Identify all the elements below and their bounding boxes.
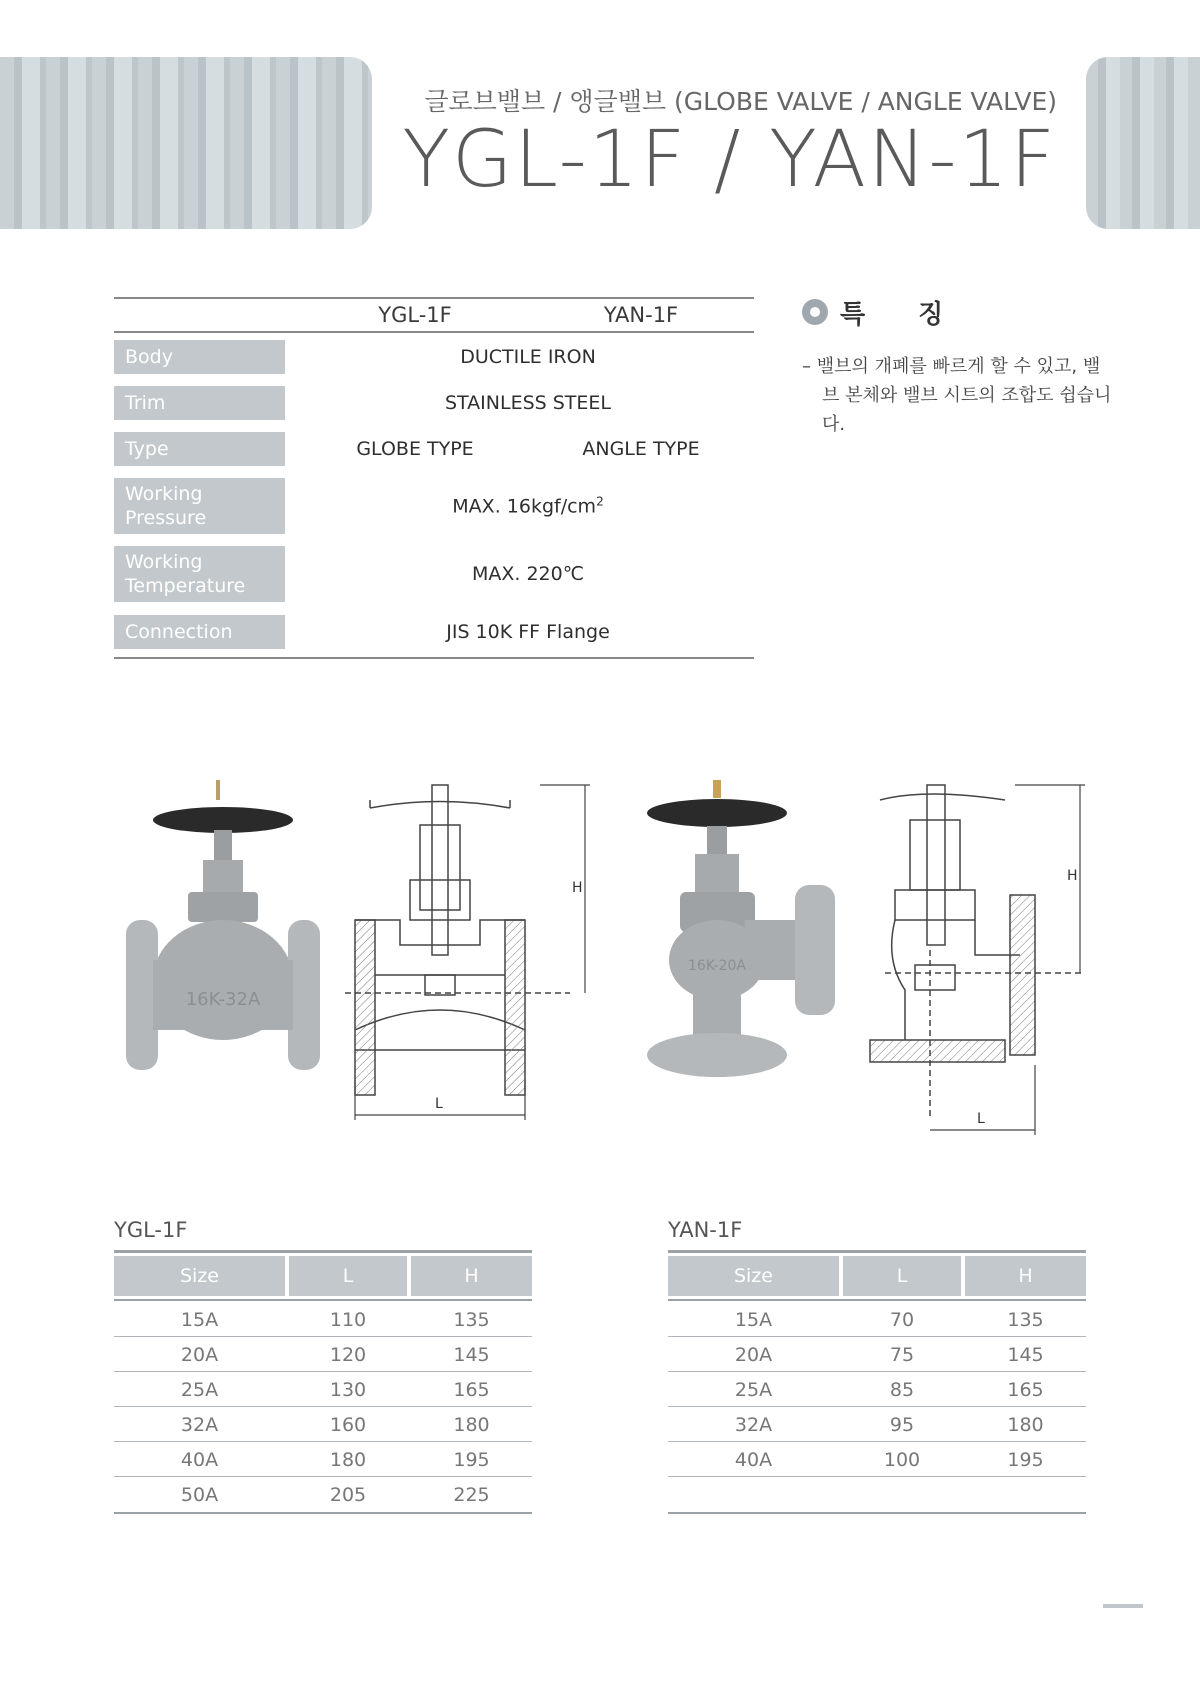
yan-cell-size: 32A bbox=[734, 1414, 773, 1436]
table-row bbox=[114, 1476, 532, 1511]
table-row bbox=[668, 1371, 1086, 1407]
ygl-header-size: Size bbox=[114, 1256, 285, 1296]
ygl-header-l: L bbox=[289, 1256, 407, 1296]
globe-handwheel bbox=[153, 807, 293, 833]
table-row bbox=[114, 1441, 532, 1477]
ygl-cell-h: 165 bbox=[453, 1379, 490, 1401]
yan-cell-l: 95 bbox=[889, 1414, 915, 1436]
yan-cell-size: 20A bbox=[734, 1344, 773, 1366]
ygl-cell-l: 180 bbox=[329, 1449, 367, 1471]
table-row bbox=[668, 1336, 1086, 1372]
spec-value-angle-type: ANGLE TYPE bbox=[582, 438, 700, 460]
angle-l-label: L bbox=[977, 1111, 985, 1127]
angle-handwheel bbox=[647, 799, 787, 827]
yan-cell-h: 135 bbox=[1007, 1309, 1044, 1331]
ygl-cell-size: 50A bbox=[180, 1484, 219, 1506]
ygl-cell-l: 120 bbox=[329, 1344, 367, 1366]
table-row bbox=[114, 1406, 532, 1442]
header-stripe-right bbox=[1086, 57, 1200, 229]
globe-valve-photo bbox=[118, 780, 328, 1080]
ygl-cell-h: 135 bbox=[453, 1309, 490, 1331]
spec-head-line bbox=[114, 331, 754, 333]
ygl-cell-h: 145 bbox=[453, 1344, 490, 1366]
yan-header-h: H bbox=[965, 1256, 1086, 1296]
table-row bbox=[114, 1371, 532, 1407]
spec-value-temperature: MAX. 220℃ bbox=[471, 563, 585, 585]
spec-label-body: Body bbox=[114, 340, 285, 374]
ygl-cell-l: 205 bbox=[329, 1484, 367, 1506]
spec-label-pressure-line1: Working bbox=[125, 483, 203, 505]
ygl-cell-l: 130 bbox=[329, 1379, 367, 1401]
spec-label-temperature bbox=[114, 546, 285, 602]
yan-cell-size: 25A bbox=[734, 1379, 773, 1401]
yan-cell-l: 100 bbox=[883, 1449, 921, 1471]
globe-body-marking: 16K-32A bbox=[185, 989, 261, 1010]
ygl-cell-l: 160 bbox=[329, 1414, 367, 1436]
ygl-cell-size: 20A bbox=[180, 1344, 219, 1366]
yan-header-size: Size bbox=[668, 1256, 839, 1296]
spec-label-pressure bbox=[114, 478, 285, 534]
ygl-table-top-line bbox=[114, 1250, 532, 1253]
ygl-cell-l: 110 bbox=[329, 1309, 367, 1331]
ygl-cell-h: 225 bbox=[453, 1484, 490, 1506]
table-row bbox=[114, 1336, 532, 1372]
features-text: – 밸브의 개폐를 빠르게 할 수 있고, 밸브 본체와 밸브 시트의 조합도 쉽습니다. bbox=[802, 356, 1112, 435]
spec-label-pressure-line2: Pressure bbox=[125, 507, 207, 529]
angle-valve-photo bbox=[645, 780, 845, 1080]
spec-value-globe-type: GLOBE TYPE bbox=[356, 438, 474, 460]
page-subtitle: 글로브밸브 / 앵글밸브 (GLOBE VALVE / ANGLE VALVE) bbox=[424, 87, 1057, 116]
globe-l-label: L bbox=[435, 1096, 443, 1112]
features-title: 특 징 bbox=[840, 300, 966, 330]
angle-body-marking: 16K-20A bbox=[688, 958, 746, 974]
yan-header-l: L bbox=[843, 1256, 961, 1296]
table-row bbox=[668, 1301, 1086, 1337]
yan-cell-l: 85 bbox=[889, 1379, 915, 1401]
spec-col-ygl: YGL-1F bbox=[378, 303, 452, 327]
ygl-cell-h: 180 bbox=[453, 1414, 490, 1436]
table-row bbox=[114, 1301, 532, 1337]
spec-bottom-line bbox=[114, 657, 754, 659]
table-row bbox=[668, 1406, 1086, 1442]
spec-top-line bbox=[114, 297, 754, 299]
spec-col-yan: YAN-1F bbox=[603, 303, 679, 327]
ygl-header-h: H bbox=[411, 1256, 532, 1296]
yan-cell-h: 195 bbox=[1007, 1449, 1044, 1471]
header-stripe-left bbox=[0, 57, 372, 229]
ygl-table-bottom-line bbox=[114, 1512, 532, 1514]
spec-value-pressure-text: MAX. 16kgf/cm bbox=[452, 495, 597, 518]
spec-label-type: Type bbox=[114, 432, 285, 466]
spec-label-connection: Connection bbox=[114, 615, 285, 649]
ygl-cell-h: 195 bbox=[453, 1449, 490, 1471]
spec-label-trim: Trim bbox=[114, 386, 285, 420]
ygl-cell-size: 32A bbox=[180, 1414, 219, 1436]
yan-cell-h: 145 bbox=[1007, 1344, 1044, 1366]
yan-cell-l: 70 bbox=[889, 1309, 915, 1331]
spec-label-temperature-line1: Working bbox=[125, 551, 203, 573]
angle-h-label: H bbox=[1067, 868, 1078, 884]
spec-value-pressure-sup: 2 bbox=[596, 494, 604, 509]
page-title: YGL-1F / YAN-1F bbox=[402, 115, 1057, 205]
spec-value-connection: JIS 10K FF Flange bbox=[446, 621, 610, 643]
ygl-cell-size: 15A bbox=[180, 1309, 219, 1331]
yan-table-title: YAN-1F bbox=[668, 1218, 743, 1242]
yan-table-top-line bbox=[668, 1250, 1086, 1253]
yan-cell-h: 180 bbox=[1007, 1414, 1044, 1436]
ygl-table-title: YGL-1F bbox=[114, 1218, 188, 1242]
globe-valve-drawing bbox=[340, 780, 600, 1120]
angle-valve-drawing bbox=[865, 780, 1095, 1135]
page-marker bbox=[1103, 1604, 1143, 1608]
yan-table-bottom-line bbox=[668, 1512, 1086, 1514]
spec-label-temperature-line2: Temperature bbox=[125, 575, 246, 597]
spec-value-body: DUCTILE IRON bbox=[460, 346, 596, 368]
ygl-cell-size: 25A bbox=[180, 1379, 219, 1401]
yan-cell-l: 75 bbox=[889, 1344, 915, 1366]
spec-value-trim: STAINLESS STEEL bbox=[444, 392, 612, 414]
yan-cell-h: 165 bbox=[1007, 1379, 1044, 1401]
yan-cell-size: 40A bbox=[734, 1449, 773, 1471]
bullet-circle-icon bbox=[802, 299, 828, 325]
yan-cell-size: 15A bbox=[734, 1309, 773, 1331]
globe-h-label: H bbox=[572, 880, 583, 896]
table-row bbox=[668, 1441, 1086, 1477]
spec-value-pressure bbox=[452, 494, 603, 517]
ygl-cell-size: 40A bbox=[180, 1449, 219, 1471]
